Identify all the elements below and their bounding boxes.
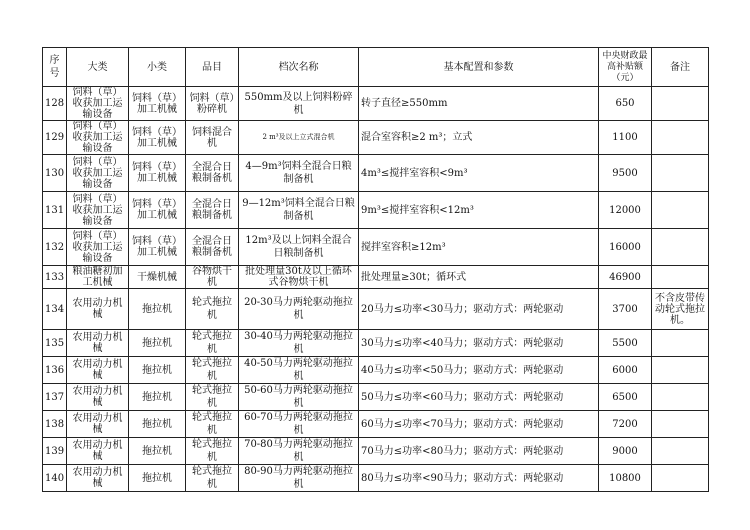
cell-grade: 20-30马力两轮驱动拖拉机 (239, 289, 359, 330)
cell-item: 轮式拖拉机 (186, 384, 239, 411)
cell-category: 农用动力机械 (67, 384, 129, 411)
cell-item: 饲料（草）粉碎机 (186, 87, 239, 121)
table-row (43, 465, 709, 492)
cell-seq: 131 (43, 192, 67, 229)
cell-seq: 136 (43, 357, 67, 384)
cell-category: 农用动力机械 (67, 411, 129, 438)
header-category: 大类 (67, 48, 129, 87)
cell-config: 搅拌室容积≥12m³ (359, 229, 599, 266)
cell-item: 轮式拖拉机 (186, 330, 239, 357)
cell-category: 粮油糖初加工机械 (67, 266, 129, 289)
cell-note: 不含皮带传动轮式拖拉机。 (652, 289, 709, 330)
header-item: 品目 (186, 48, 239, 87)
cell-subsidy: 9500 (599, 155, 652, 192)
cell-note (652, 384, 709, 411)
cell-seq: 135 (43, 330, 67, 357)
cell-grade: 70-80马力两轮驱动拖拉机 (239, 438, 359, 465)
table-row (43, 121, 709, 155)
table-row (43, 438, 709, 465)
cell-category: 农用动力机械 (67, 357, 129, 384)
cell-note (652, 87, 709, 121)
cell-config: 批处理量≥30t；循环式 (359, 266, 599, 289)
table-row (43, 357, 709, 384)
cell-category: 农用动力机械 (67, 330, 129, 357)
header-config: 基本配置和参数 (359, 48, 599, 87)
cell-subcategory: 拖拉机 (129, 411, 186, 438)
table-row (43, 229, 709, 266)
cell-grade: 9—12m³饲料全混合日粮制备机 (239, 192, 359, 229)
cell-subcategory: 拖拉机 (129, 330, 186, 357)
cell-item: 轮式拖拉机 (186, 357, 239, 384)
cell-grade: 60-70马力两轮驱动拖拉机 (239, 411, 359, 438)
header-subcategory: 小类 (129, 48, 186, 87)
cell-category: 饲料（草）收获加工运输设备 (67, 155, 129, 192)
table-row (43, 411, 709, 438)
cell-grade: 12m³及以上饲料全混合日粮制备机 (239, 229, 359, 266)
cell-config: 70马力≤功率<80马力；驱动方式：两轮驱动 (359, 438, 599, 465)
cell-note (652, 266, 709, 289)
header-grade: 档次名称 (239, 48, 359, 87)
cell-seq: 133 (43, 266, 67, 289)
cell-category: 饲料（草）收获加工运输设备 (67, 121, 129, 155)
cell-subsidy: 12000 (599, 192, 652, 229)
cell-category: 农用动力机械 (67, 465, 129, 492)
cell-config: 80马力≤功率<90马力；驱动方式：两轮驱动 (359, 465, 599, 492)
cell-note (652, 192, 709, 229)
cell-category: 饲料（草）收获加工运输设备 (67, 192, 129, 229)
table-row (43, 330, 709, 357)
cell-subsidy: 3700 (599, 289, 652, 330)
cell-config: 50马力≤功率<60马力；驱动方式：两轮驱动 (359, 384, 599, 411)
cell-config: 30马力≤功率<40马力；驱动方式：两轮驱动 (359, 330, 599, 357)
cell-item: 轮式拖拉机 (186, 289, 239, 330)
cell-item: 轮式拖拉机 (186, 438, 239, 465)
cell-note (652, 229, 709, 266)
cell-subsidy: 6000 (599, 357, 652, 384)
cell-seq: 132 (43, 229, 67, 266)
cell-subcategory: 拖拉机 (129, 357, 186, 384)
cell-subcategory: 饲料（草）加工机械 (129, 121, 186, 155)
cell-item: 轮式拖拉机 (186, 465, 239, 492)
cell-subcategory: 饲料（草）加工机械 (129, 229, 186, 266)
header-subsidy: 中央财政最高补贴额（元） (599, 48, 652, 87)
cell-note (652, 121, 709, 155)
cell-seq: 138 (43, 411, 67, 438)
cell-subcategory: 饲料（草）加工机械 (129, 155, 186, 192)
table-row (43, 384, 709, 411)
subsidy-table (42, 47, 709, 492)
table-row (43, 87, 709, 121)
cell-grade: 80-90马力两轮驱动拖拉机 (239, 465, 359, 492)
cell-config: 9m³≤搅拌室容积<12m³ (359, 192, 599, 229)
cell-category: 农用动力机械 (67, 438, 129, 465)
cell-seq: 130 (43, 155, 67, 192)
table-row (43, 192, 709, 229)
table-row (43, 289, 709, 330)
cell-subsidy: 7200 (599, 411, 652, 438)
header-note: 备注 (652, 48, 709, 87)
cell-note (652, 411, 709, 438)
cell-subsidy: 6500 (599, 384, 652, 411)
cell-config: 40马力≤功率<50马力；驱动方式：两轮驱动 (359, 357, 599, 384)
cell-category: 饲料（草）收获加工运输设备 (67, 87, 129, 121)
cell-subsidy: 5500 (599, 330, 652, 357)
cell-note (652, 465, 709, 492)
cell-seq: 134 (43, 289, 67, 330)
cell-config: 4m³≤搅拌室容积<9m³ (359, 155, 599, 192)
cell-subcategory: 干燥机械 (129, 266, 186, 289)
cell-category: 饲料（草）收获加工运输设备 (67, 229, 129, 266)
cell-item: 饲料混合机 (186, 121, 239, 155)
cell-subcategory: 拖拉机 (129, 289, 186, 330)
cell-grade: 550mm及以上饲料粉碎机 (239, 87, 359, 121)
cell-note (652, 330, 709, 357)
cell-config: 混合室容积≥2 m³；立式 (359, 121, 599, 155)
cell-note (652, 438, 709, 465)
cell-seq: 128 (43, 87, 67, 121)
cell-config: 20马力≤功率<30马力；驱动方式：两轮驱动 (359, 289, 599, 330)
cell-seq: 137 (43, 384, 67, 411)
cell-item: 全混合日粮制备机 (186, 155, 239, 192)
cell-note (652, 357, 709, 384)
header-seq: 序号 (43, 48, 67, 87)
cell-subsidy: 16000 (599, 229, 652, 266)
cell-grade: 2 m³及以上立式混合机 (239, 121, 359, 155)
cell-subcategory: 拖拉机 (129, 438, 186, 465)
cell-seq: 129 (43, 121, 67, 155)
cell-note (652, 155, 709, 192)
cell-subsidy: 1100 (599, 121, 652, 155)
cell-item: 全混合日粮制备机 (186, 192, 239, 229)
table-row (43, 155, 709, 192)
cell-config: 转子直径≥550mm (359, 87, 599, 121)
cell-category: 农用动力机械 (67, 289, 129, 330)
cell-grade: 批处理量30t及以上循环式谷物烘干机 (239, 266, 359, 289)
cell-subsidy: 9000 (599, 438, 652, 465)
cell-item: 轮式拖拉机 (186, 411, 239, 438)
cell-grade: 40-50马力两轮驱动拖拉机 (239, 357, 359, 384)
cell-item: 全混合日粮制备机 (186, 229, 239, 266)
cell-seq: 139 (43, 438, 67, 465)
cell-subsidy: 46900 (599, 266, 652, 289)
cell-subcategory: 饲料（草）加工机械 (129, 87, 186, 121)
cell-grade: 50-60马力两轮驱动拖拉机 (239, 384, 359, 411)
cell-grade: 30-40马力两轮驱动拖拉机 (239, 330, 359, 357)
header-row (43, 48, 709, 87)
cell-subsidy: 10800 (599, 465, 652, 492)
cell-config: 60马力≤功率<70马力；驱动方式：两轮驱动 (359, 411, 599, 438)
cell-subcategory: 拖拉机 (129, 384, 186, 411)
cell-item: 谷物烘干机 (186, 266, 239, 289)
table-row (43, 266, 709, 289)
cell-seq: 140 (43, 465, 67, 492)
cell-subcategory: 拖拉机 (129, 465, 186, 492)
cell-grade: 4—9m³饲料全混合日粮制备机 (239, 155, 359, 192)
cell-subsidy: 650 (599, 87, 652, 121)
cell-subcategory: 饲料（草）加工机械 (129, 192, 186, 229)
